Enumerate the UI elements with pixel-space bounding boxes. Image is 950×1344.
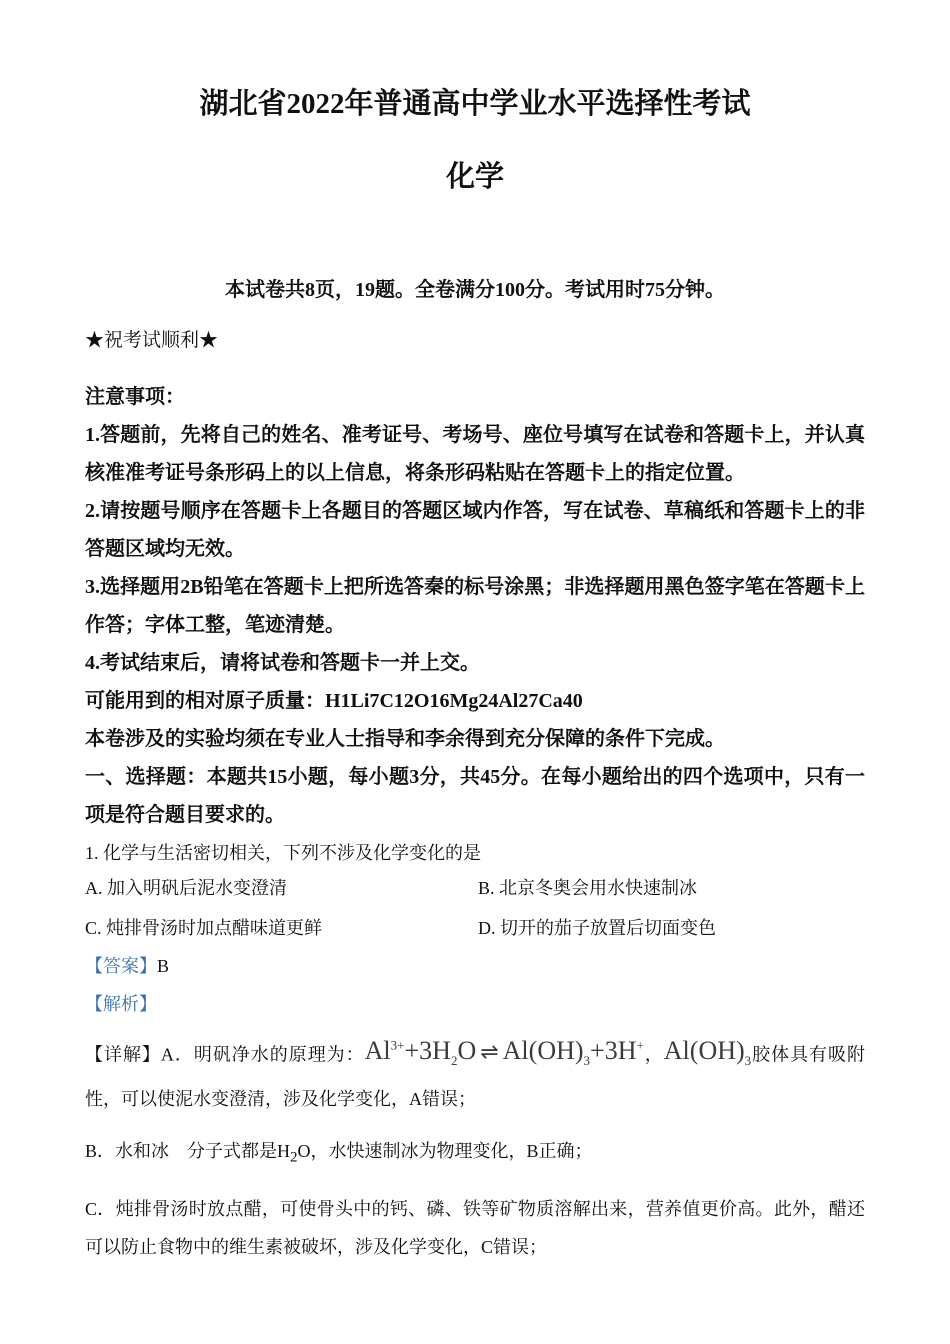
question-1-option-a: A. 加入明矾后泥水变澄清 [85,878,287,898]
section-one-heading: 一、选择题：本题共15小题，每小题3分，共45分。在每小题给出的四个选项中，只有一项是符合题目要求的。 [85,766,865,826]
exam-meta-line: 本试卷共8页，19题。全卷满分100分。考试用时75分钟。 [225,279,725,301]
formula-proton-charge: + [636,1037,644,1052]
formula-al-charge: 3+ [390,1037,405,1052]
question-1-options [85,877,865,940]
notice-heading: 注意事项： [85,386,185,408]
page-content [0,88,950,1266]
analysis-line [85,993,865,1016]
chem-formula-aloh3 [663,1035,752,1068]
detail-paragraph-b [85,1132,865,1177]
exam-subject: 化学 [445,161,504,193]
question-1-option-c: C. 炖排骨汤时加点醋味道更鲜 [85,918,323,938]
exam-title: 湖北省2022年普通高中学业水平选择性考试 [199,88,751,120]
formula-plus-water: +3H [404,1035,451,1065]
answer-line [85,955,865,978]
detail-paragraph-c: C．炖排骨汤时放点醋，可使骨头中的钙、磷、铁等矿物质溶解出来，营养值更价高。此外，醋还可以防止食物中的维生素被破坏，涉及化学变化，C错误； [85,1199,865,1258]
safety-note: 本卷涉及的实验均须在专业人士指导和李余得到充分保障的条件下完成。 [85,728,725,750]
formula-aloh3-sub: 3 [744,1052,752,1068]
formula-al: Al [364,1035,391,1065]
detail-b-post: O，水快速制冰为物理变化，B正确； [297,1140,593,1161]
notice-item-4: 4.考试结束后，请将试卷和答题卡一并上交。 [85,652,480,674]
question-1-stem: 1. 化学与生活密切相关，下列不涉及化学变化的是 [85,843,481,863]
question-1-option-b: B. 北京冬奥会用水快速制冰 [478,878,698,898]
notice-item-3: 3.选择题用2B铅笔在答题卡上把所选答秦的标号涂黑；非选择题用黑色签字笔在答题卡上作答；字体工整，笔迹清楚。 [85,576,865,636]
formula-water-sub: 2 [450,1052,458,1068]
equilibrium-arrow-icon: ⇌ [480,1039,499,1065]
question-1-option-d: D. 切开的茄子放置后切面变色 [478,918,716,938]
detail-paragraph-a [85,1026,865,1118]
formula-oxygen: O [457,1035,477,1065]
answer-value: B [157,956,170,976]
chem-equation-hydrolysis [364,1035,644,1068]
notice-item-1: 1.答题前，先将自己的姓名、准考证号、考场号、座位号填写在试卷和答题卡上，并认真核准准考证号条形码上的以上信息，将条形码粘贴在答题卡上的指定位置。 [85,424,865,484]
detail-b-h2o-sub: 2 [290,1149,298,1166]
atomic-mass-note: 可能用到的相对原子质量：H1Li7C12O16Mg24Al27Ca40 [85,690,583,712]
formula-aloh: Al(OH) [502,1035,584,1065]
answer-label: 【答案】 [85,956,157,976]
analysis-label: 【解析】 [85,994,157,1014]
notice-item-2: 2.请按题号顺序在答题卡上各题目的答题区域内作答，写在试卷、草稿纸和答题卡上的非答题区域均无效。 [85,500,865,560]
exam-wish-line: ★祝考试顺利★ [85,330,219,351]
formula-aloh3-base: Al(OH) [663,1035,745,1065]
detail-a-suffix: 胶体具有吸附性，可以使泥水变澄清，涉及化学变化，A错误； [85,1044,866,1109]
detail-a-comma: ， [643,1044,664,1065]
formula-aloh-sub: 3 [583,1052,591,1068]
detail-b-pre: B．水和冰 分子式都是H [85,1140,291,1161]
detail-a-prefix: 【详解】A．明矾净水的原理为： [85,1044,365,1065]
formula-plus-proton: +3H [590,1035,637,1065]
